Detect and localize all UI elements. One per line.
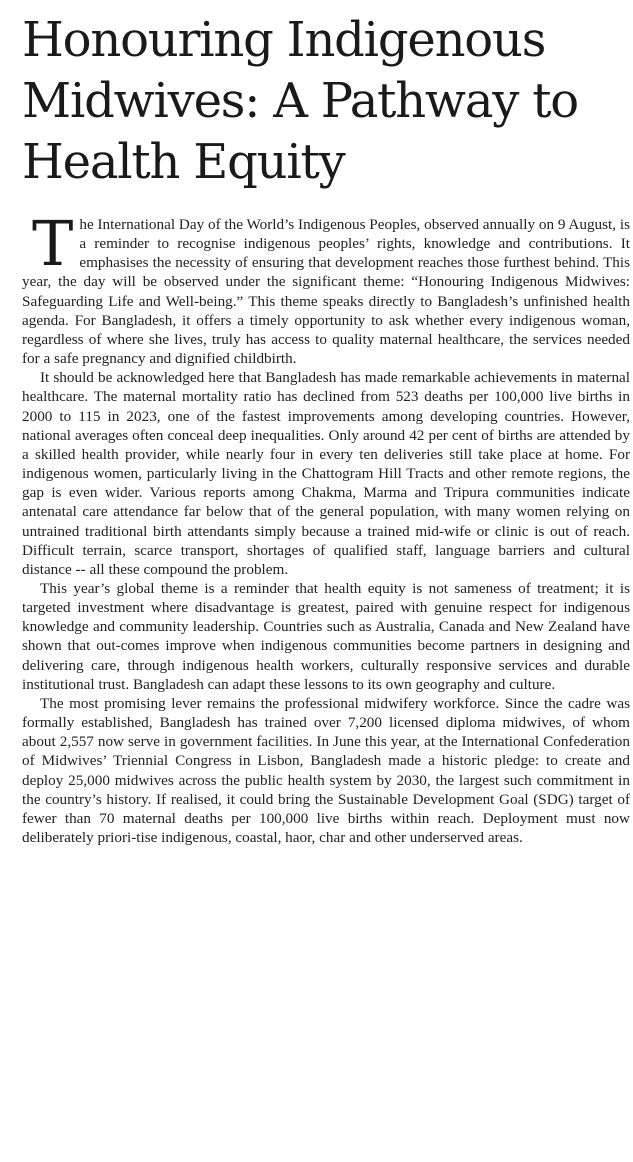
article: [22, 0, 630, 847]
paragraph-1-text: he International Day of the World’s Indigenous Peoples, observed annually on 9 August, is a reminder to recognise indigenous peoples’ rights, knowledge and contributions. It emphasises the necessity of ensuring that development reaches those furthest behind. This year, the day will be observed under the significant theme: “Honouring Indigenous Midwives: Safeguarding Life and Well-being.” This theme speaks directly to Bangladesh’s unfinished health agenda. For Bangladesh, it offers a timely opportunity to ask whether every indigenous woman, regardless of where she lives, truly has access to quality maternal healthcare, the services needed for a safe pregnancy and dignified childbirth.: [22, 216, 630, 368]
paragraph-1: [22, 207, 630, 368]
headline: Honouring Indigenous Midwives: A Pathway to Health Equity: [22, 12, 578, 190]
article-body: [22, 207, 630, 847]
paragraph-4: The most promising lever remains the professional midwifery workforce. Since the cadre was formally established, Bangladesh has trained over 7,200 licensed diploma midwives, of whom about 2,557 now serve in government facilities. In June this year, at the International Confederation of Midwives’ Triennial Congress in Lisbon, Bangladesh made a historic pledge: to create and deploy 25,000 midwives across the public health system by 2030, the largest such commitment in the country’s history. If realised, it could bring the Sustainable Development Goal (SDG) target of fewer than 70 maternal deaths per 100,000 live births within reach. Deployment must now deliberately priori-tise indigenous, coastal, haor, char and other underserved areas.: [22, 694, 630, 846]
paragraph-3: This year’s global theme is a reminder that health equity is not sameness of treatment; it is targeted investment where disadvantage is greatest, paired with genuine respect for indigenous knowledge and community leadership. Countries such as Australia, Canada and New Zealand have shown that out-comes improve when indigenous communities become partners in designing and delivering care, through indigenous health workers, culturally responsive services and durable institutional trust. Bangladesh can adapt these lessons to its own geography and culture.: [22, 579, 630, 693]
paragraph-2: It should be acknowledged here that Bangladesh has made remarkable achievements in maternal healthcare. The maternal mortality ratio has declined from 523 deaths per 100,000 live births in 2000 to 115 in 2023, one of the fastest improvements among developing countries. However, national averages often conceal deep inequalities. Only around 42 per cent of births are attended by a skilled health provider, while nearly four in every ten deliveries still take place at home. For indigenous women, particularly living in the Chattogram Hill Tracts and other remote regions, the gap is even wider. Various reports among Chakma, Marma and Tripura communities indicate antenatal care attendance far below that of the general population, with many women relying on untrained traditional birth attendants simply because a trained mid-wife or clinic is out of reach. Difficult terrain, scarce transport, shortages of qualified staff, language barriers and cultural distance -- all these compound the problem.: [22, 369, 630, 578]
drop-cap: T: [32, 207, 74, 280]
